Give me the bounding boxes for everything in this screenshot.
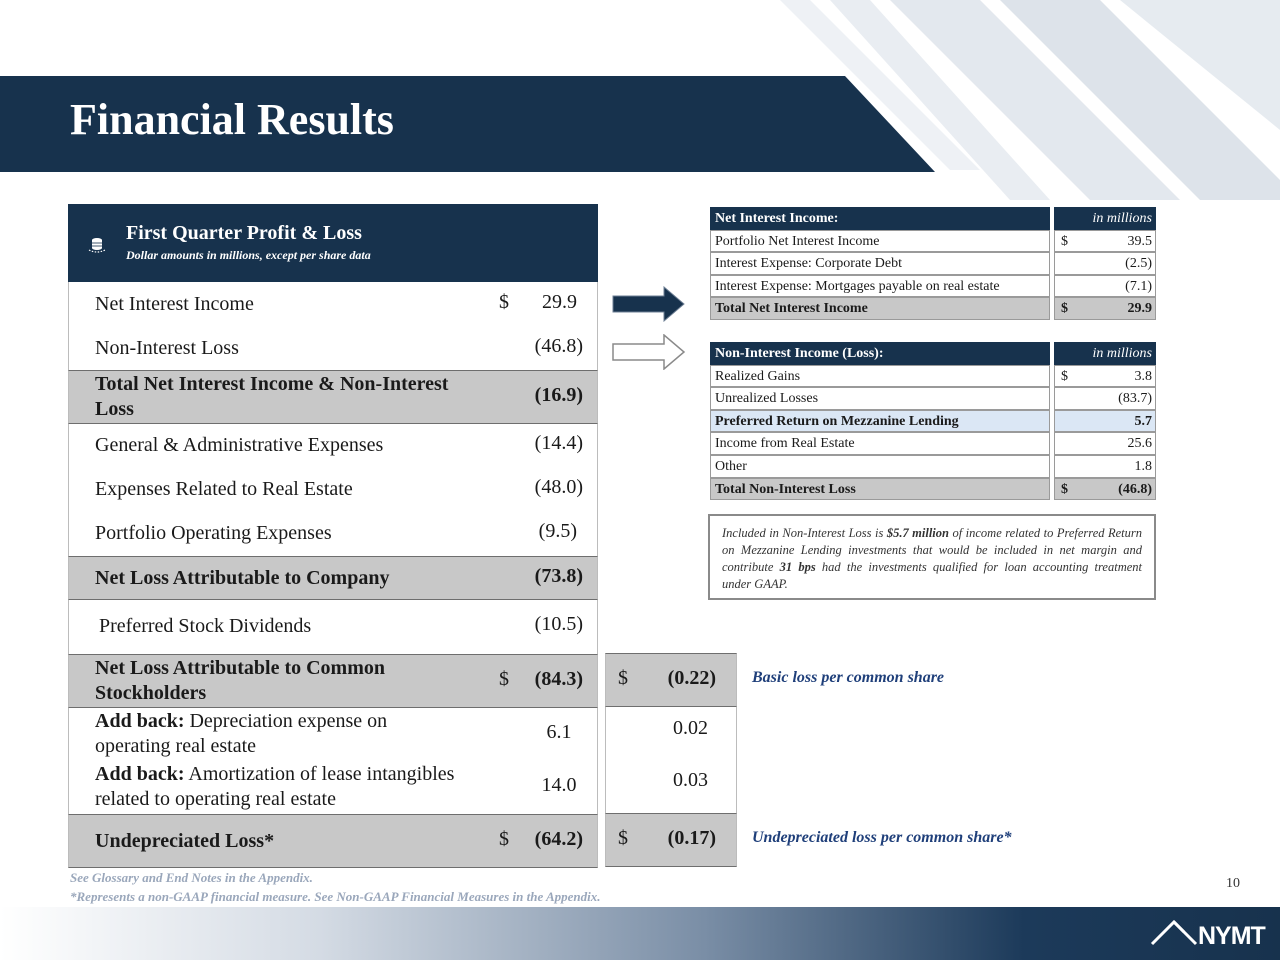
row-label: Total Non-Interest Loss xyxy=(710,478,1050,501)
profit-loss-panel xyxy=(68,204,598,868)
arrow-right-outline-icon xyxy=(612,334,686,370)
row-label: Net Loss Attributable to Company xyxy=(95,567,390,589)
note-bold-bps: 31 bps xyxy=(779,560,816,574)
pl-row-net-loss-common xyxy=(68,654,598,708)
table-total-row xyxy=(710,297,1156,320)
header-label: Non-Interest Income (Loss): xyxy=(710,342,1050,365)
row-value: 25.6 xyxy=(1127,436,1152,452)
row-value: (9.5) xyxy=(538,520,577,542)
row-label-line1: Total Net Interest Income & Non-Interest xyxy=(95,373,449,395)
undepreciated-loss-note: Undepreciated loss per common share* xyxy=(752,829,1012,846)
pl-row-net-loss-company xyxy=(68,556,598,600)
row-label: Income from Real Estate xyxy=(710,432,1050,455)
profit-loss-subtitle: Dollar amounts in millions, except per share data xyxy=(126,248,371,262)
dollar-sign: $ xyxy=(499,291,509,313)
row-value: (10.5) xyxy=(534,613,583,635)
table-row xyxy=(710,275,1156,298)
row-label: Unrealized Losses xyxy=(710,387,1050,410)
table-row xyxy=(710,252,1156,275)
row-value: (48.0) xyxy=(534,476,583,498)
row-value: 14.0 xyxy=(541,774,577,796)
row-label: Preferred Stock Dividends xyxy=(99,615,312,637)
table-row xyxy=(710,455,1156,478)
row-label: Realized Gains xyxy=(710,365,1050,388)
eps-addback-amortization xyxy=(605,759,737,813)
row-label: Other xyxy=(710,455,1050,478)
dollar-sign: $ xyxy=(1061,481,1068,497)
row-label: Non-Interest Loss xyxy=(95,337,239,359)
pl-row-g-and-a xyxy=(68,424,598,468)
row-label: Interest Expense: Corporate Debt xyxy=(710,252,1050,275)
row-value: 3.8 xyxy=(1134,368,1152,384)
row-value: (64.2) xyxy=(534,828,583,850)
dollar-sign: $ xyxy=(618,827,628,849)
dollar-sign: $ xyxy=(1061,368,1068,384)
row-value: (7.1) xyxy=(1125,278,1152,294)
pl-row-non-interest-loss xyxy=(68,326,598,370)
row-value: 1.8 xyxy=(1134,458,1152,474)
eps-net-loss-common xyxy=(605,653,737,707)
note-bold-amount: $5.7 million xyxy=(886,526,949,540)
non-interest-income-table xyxy=(710,342,1156,500)
pl-row-total-nii-non-interest xyxy=(68,370,598,424)
arrow-right-icon xyxy=(612,286,686,322)
table-header xyxy=(710,207,1156,230)
table-row xyxy=(710,365,1156,388)
row-value: 6.1 xyxy=(546,721,572,743)
pl-row-portfolio-operating-expenses xyxy=(68,512,598,556)
row-value: 39.5 xyxy=(1127,233,1152,249)
per-share-column xyxy=(605,653,737,867)
row-value: (2.5) xyxy=(1125,256,1152,272)
row-label-line1: Net Loss Attributable to Common xyxy=(95,657,385,679)
dollar-sign: $ xyxy=(499,828,509,850)
page-number: 10 xyxy=(1226,876,1240,891)
row-value: 29.9 xyxy=(1127,301,1152,317)
eps-value: 0.02 xyxy=(673,717,708,739)
eps-addback-depreciation xyxy=(605,707,737,759)
pl-row-preferred-dividends xyxy=(68,600,598,654)
row-value: (46.8) xyxy=(534,335,583,357)
row-label: Net Interest Income xyxy=(95,293,254,315)
row-label-line2: operating real estate xyxy=(95,735,257,757)
company-logo xyxy=(1150,918,1265,950)
note-text: Included in Non-Interest Loss is xyxy=(722,526,887,540)
dollar-sign: $ xyxy=(499,668,509,690)
pl-row-real-estate-expenses xyxy=(68,468,598,512)
house-roof-icon xyxy=(1150,918,1200,950)
row-value: 5.7 xyxy=(1134,413,1152,429)
page-title: Financial Results xyxy=(70,95,394,144)
table-row xyxy=(710,387,1156,410)
pl-row-addback-depreciation xyxy=(68,708,598,760)
mezzanine-note-box xyxy=(708,514,1156,600)
row-value: (46.8) xyxy=(1118,481,1152,497)
logo-text: NYMT xyxy=(1198,922,1265,950)
row-label-line2: Stockholders xyxy=(95,682,207,704)
row-label-line1: Depreciation expense on xyxy=(184,710,388,732)
table-total-row xyxy=(710,478,1156,501)
table-row xyxy=(710,230,1156,253)
coins-icon xyxy=(88,236,106,254)
eps-undepreciated-loss xyxy=(605,813,737,867)
row-label: Preferred Return on Mezzanine Lending xyxy=(710,410,1050,433)
unit-label: in millions xyxy=(1092,211,1152,226)
table-row xyxy=(710,432,1156,455)
footnote-non-gaap: *Represents a non-GAAP financial measure. See Non-GAAP Financial Measures in the Appendix. xyxy=(70,889,601,904)
profit-loss-title: First Quarter Profit & Loss xyxy=(126,222,362,244)
row-label: Portfolio Operating Expenses xyxy=(95,522,332,544)
row-label: Portfolio Net Interest Income xyxy=(710,230,1050,253)
profit-loss-header xyxy=(68,204,598,282)
row-value: (73.8) xyxy=(534,565,583,587)
row-label: Interest Expense: Mortgages payable on real estate xyxy=(710,275,1050,298)
note-text: had the investments qualified for loan accounting treatment under GAAP. xyxy=(722,560,1143,591)
row-label: General & Administrative Expenses xyxy=(95,434,384,456)
eps-value: (0.22) xyxy=(667,667,716,689)
header-label: Net Interest Income: xyxy=(710,207,1050,230)
row-label: Expenses Related to Real Estate xyxy=(95,478,353,500)
row-value: (83.7) xyxy=(1118,391,1152,407)
eps-value: (0.17) xyxy=(667,827,716,849)
pl-row-undepreciated-loss xyxy=(68,814,598,868)
basic-loss-note: Basic loss per common share xyxy=(752,669,945,686)
dollar-sign: $ xyxy=(618,667,628,689)
footer-band xyxy=(0,907,1280,960)
eps-value: 0.03 xyxy=(673,769,708,791)
dollar-sign: $ xyxy=(1061,301,1068,317)
net-interest-income-table xyxy=(710,207,1156,320)
note-text: of income related to Preferred Return on Mezzanine Lending investments that would be included in net margin and contribute xyxy=(722,526,1142,574)
pl-row-net-interest-income xyxy=(68,282,598,326)
row-value: 29.9 xyxy=(542,291,577,313)
addback-prefix: Add back: xyxy=(95,763,185,785)
footnote-glossary: See Glossary and End Notes in the Appendix. xyxy=(70,870,313,885)
row-value: (16.9) xyxy=(534,384,583,406)
row-label-line2: Loss xyxy=(95,398,134,420)
row-label: Undepreciated Loss* xyxy=(95,830,275,852)
row-value: (14.4) xyxy=(534,432,583,454)
dollar-sign: $ xyxy=(1061,233,1068,249)
row-label: Total Net Interest Income xyxy=(710,297,1050,320)
row-label-line2: related to operating real estate xyxy=(95,788,336,810)
addback-prefix: Add back: xyxy=(95,710,185,732)
table-header xyxy=(710,342,1156,365)
pl-row-addback-amortization xyxy=(68,760,598,814)
unit-label: in millions xyxy=(1092,346,1152,361)
row-value: (84.3) xyxy=(534,668,583,690)
table-row-highlighted xyxy=(710,410,1156,433)
row-label-line1: Amortization of lease intangibles xyxy=(184,763,455,785)
